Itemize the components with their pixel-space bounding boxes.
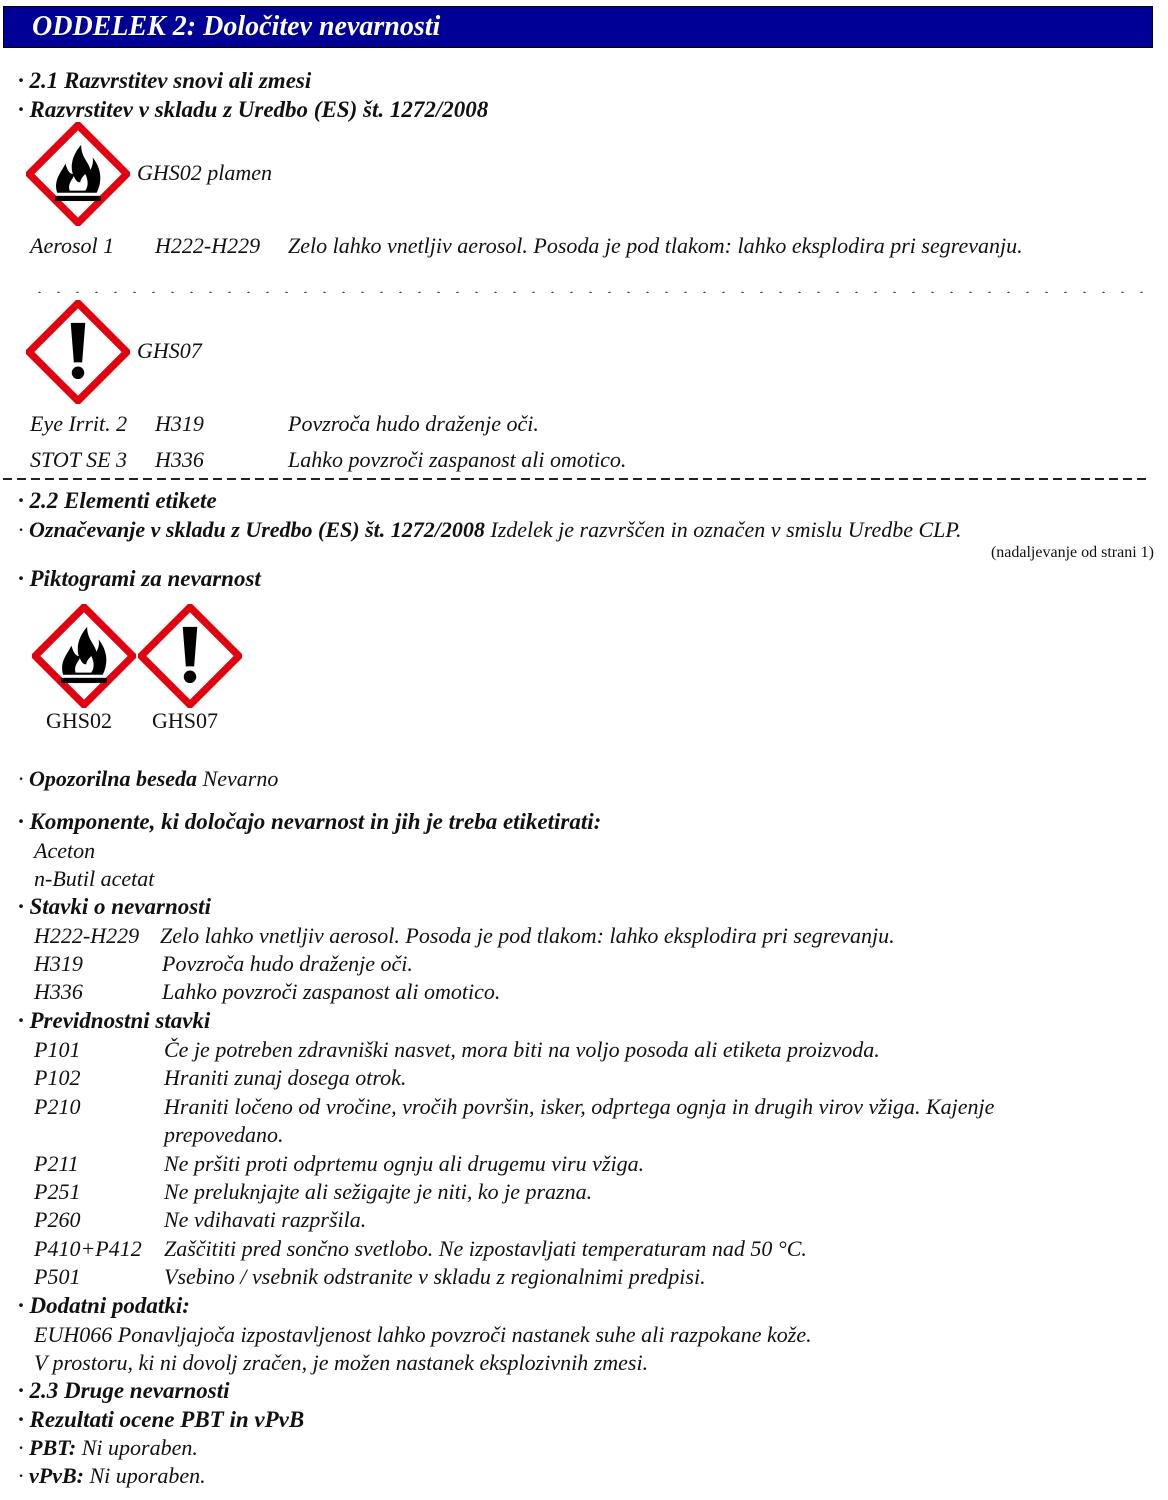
precaution-code: P211 [34, 1151, 79, 1176]
hazard-class: Eye Irrit. 2 [30, 411, 128, 436]
continuation-note: (nadaljevanje od strani 1) [990, 544, 1154, 561]
additional-info-line: EUH066 Ponavljajoča izpostavljenost lahko povzroči nastanek suhe ali razpokane kože. [34, 1322, 812, 1347]
hazard-text: Povzroča hudo draženje oči. [162, 951, 413, 976]
hazard-code: H336 [155, 447, 204, 472]
components-heading: · Komponente, ki določajo nevarnost in jih je treba etiketirati: [18, 809, 602, 834]
section-title: ODDELEK 2: Določitev nevarnosti [32, 11, 441, 42]
additional-info-line: V prostoru, ki ni dovolj zračen, je možen nastanek eksplozivnih zmesi. [34, 1350, 649, 1375]
precaution-code: P102 [34, 1065, 81, 1090]
heading-2-1: · 2.1 Razvrstitev snovi ali zmesi [18, 68, 312, 93]
heading-2-3: · 2.3 Druge nevarnosti [18, 1378, 230, 1403]
precaution-text: Ne vdihavati razpršila. [164, 1207, 367, 1232]
pictogram-caption: GHS07 [152, 708, 219, 733]
labelling-text: Izdelek je razvrščen in označen v smislu Uredbe CLP. [490, 517, 962, 542]
hazard-text: Zelo lahko vnetljiv aerosol. Posoda je pod tlakom: lahko eksplodira pri segrevanju. [160, 923, 895, 948]
hazard-statements-heading: · Stavki o nevarnosti [18, 894, 211, 919]
vpvb-label: vPvB: [29, 1463, 84, 1488]
labelling-bold: Označevanje v skladu z Uredbo (ES) št. 1272/2008 [29, 517, 485, 542]
hazard-class: STOT SE 3 [30, 447, 128, 472]
pbt-results-heading: · Rezultati ocene PBT in vPvB [18, 1407, 305, 1432]
hazard-text: Lahko povzroči zaspanost ali omotico. [162, 979, 501, 1004]
precaution-code: P251 [34, 1179, 81, 1204]
hazard-text: Povzroča hudo draženje oči. [288, 411, 539, 436]
precaution-code: P260 [34, 1207, 81, 1232]
hazard-code: H319 [155, 411, 204, 436]
pictogram-caption: GHS02 [46, 708, 113, 733]
vpvb-value: Ni uporaben. [89, 1463, 206, 1488]
precaution-text: Hraniti ločeno od vročine, vročih površin, isker, odprtega ognja in drugih virov vžiga. Kajenje [164, 1094, 995, 1119]
precaution-text: Hraniti zunaj dosega otrok. [164, 1065, 407, 1090]
exclamation-icon [26, 300, 130, 404]
precaution-code: P101 [34, 1037, 81, 1062]
component-item: Aceton [34, 838, 96, 863]
precaution-text: Ne preluknjajte ali sežigajte je niti, ko je prazna. [164, 1179, 593, 1204]
precaution-text: Vsebino / vsebnik odstranite v skladu z regionalnimi predpisi. [164, 1264, 706, 1289]
precaution-code: P210 [34, 1094, 81, 1119]
signal-word: Nevarno [202, 766, 279, 791]
precaution-text: Ne pršiti proti odprtemu ognju ali drugemu viru vžiga. [164, 1151, 645, 1176]
hazard-class: Aerosol 1 [30, 233, 115, 258]
flame-icon [32, 604, 136, 708]
hazard-code: H319 [34, 951, 83, 976]
precautionary-heading: · Previdnostni stavki [18, 1008, 211, 1033]
heading-2-2: · 2.2 Elementi etikete [18, 488, 217, 513]
signal-word-label: Opozorilna beseda [29, 766, 198, 791]
classification-subheading: · Razvrstitev v skladu z Uredbo (ES) št. 1272/2008 [18, 97, 489, 122]
ghs07-label: GHS07 [137, 338, 202, 363]
section-header [3, 6, 1153, 48]
pbt-label: PBT: [29, 1435, 77, 1460]
dotted-divider [30, 291, 1148, 293]
vpvb-line: · vPvB: Ni uporaben. [18, 1463, 206, 1488]
hazard-text: Zelo lahko vnetljiv aerosol. Posoda je pod tlakom: lahko eksplodira pri segrevanju. [288, 233, 1023, 258]
hazard-code: H222-H229 [155, 233, 261, 258]
hazard-code: H222-H229 [34, 923, 140, 948]
hazard-text: Lahko povzroči zaspanost ali omotico. [288, 447, 627, 472]
precaution-code: P410+P412 [34, 1236, 142, 1261]
pbt-value: Ni uporaben. [81, 1435, 198, 1460]
pbt-line: · PBT: Ni uporaben. [18, 1435, 198, 1460]
precaution-text-cont: prepovedano. [164, 1122, 284, 1147]
signal-word-line: · Opozorilna beseda Nevarno [18, 766, 279, 791]
exclamation-icon [138, 604, 242, 708]
additional-info-heading: · Dodatni podatki: [18, 1293, 190, 1318]
hazard-code: H336 [34, 979, 83, 1004]
precaution-code: P501 [34, 1264, 81, 1289]
flame-icon [26, 122, 130, 226]
pictograms-heading: · Piktogrami za nevarnost [18, 566, 261, 591]
ghs02-label: GHS02 plamen [137, 160, 273, 185]
dashed-divider [3, 478, 1151, 480]
precaution-text: Zaščititi pred sončno svetlobo. Ne izpostavljati temperaturam nad 50 °C. [164, 1236, 807, 1261]
component-item: n-Butil acetat [34, 866, 155, 891]
labelling-line: · Označevanje v skladu z Uredbo (ES) št. 1272/2008 Izdelek je razvrščen in označen v smislu Uredbe CLP. [18, 517, 962, 542]
precaution-text: Če je potreben zdravniški nasvet, mora biti na voljo posoda ali etiketa proizvoda. [164, 1037, 880, 1062]
